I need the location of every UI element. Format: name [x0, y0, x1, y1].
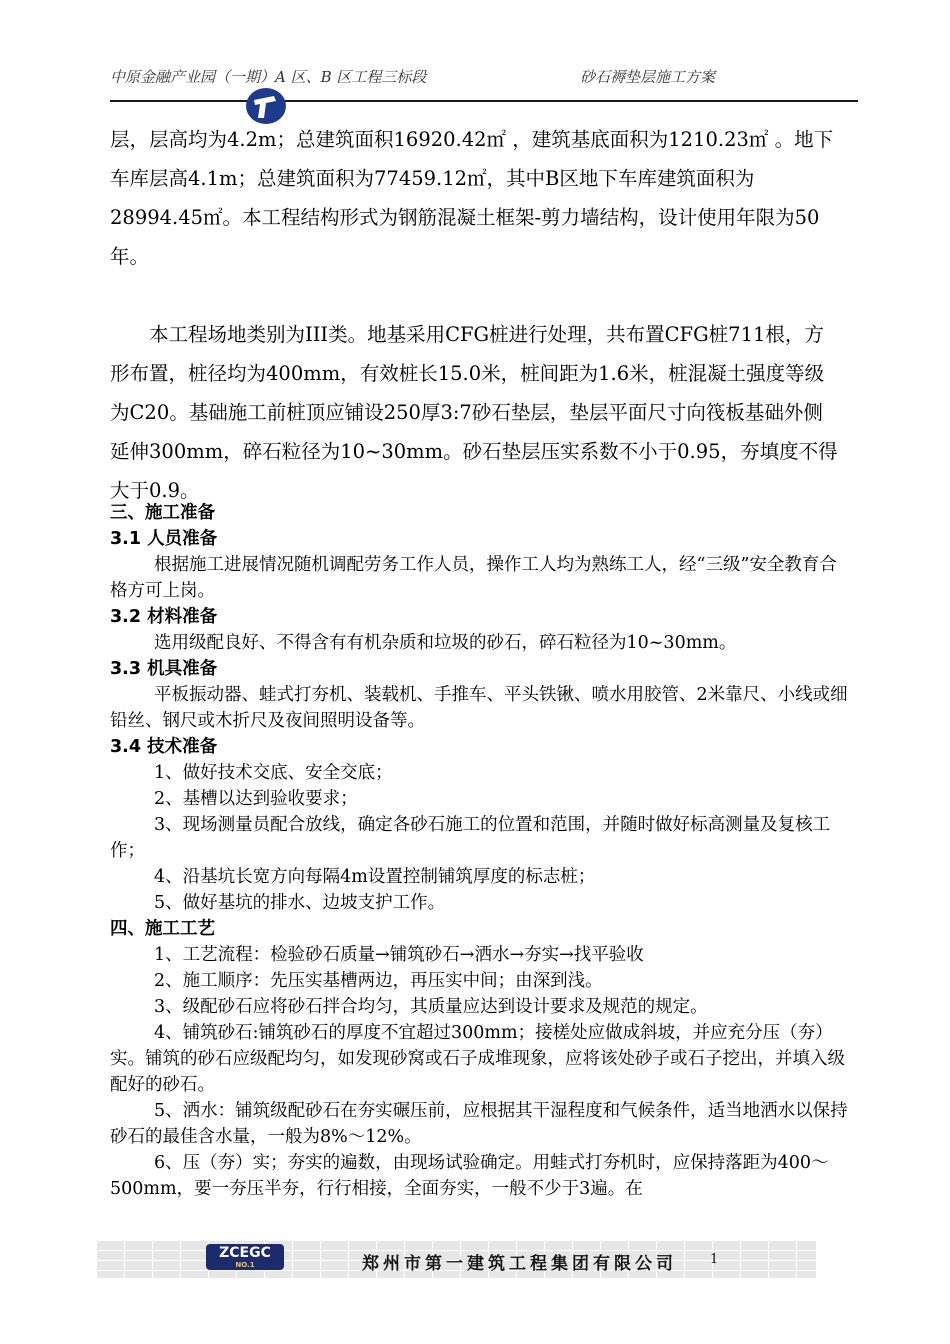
- footer-logo-sub: NO.1: [235, 1261, 255, 1269]
- s31-body: 根据施工进展情况随机调配劳务工作人员，操作工人均为熟练工人，经“三级”安全教育合格方可上岗。: [110, 555, 837, 601]
- page-footer: [96, 1240, 816, 1278]
- s4-item: 6、压（夯）实；夯实的遍数，由现场试验确定。用蛙式打夯机时，应保持落距为400～500mm，要一夯压半夯，行行相接，全面夯实，一般不少于3遍。在: [110, 1153, 829, 1199]
- s34-item: 3、现场测量员配合放线，确定各砂石施工的位置和范围，并随时做好标高测量及复核工作；: [110, 815, 831, 861]
- s33-body: 平板振动器、蛙式打夯机、装载机、手推车、平头铁锹、喷水用胶管、2米靠尺、小线或细铅丝、钢尺或木折尺及夜间照明设备等。: [110, 685, 848, 731]
- section-construction-preparation: [110, 500, 850, 1202]
- page-header: [110, 62, 858, 102]
- footer-logo-text: ZCEGC: [219, 1245, 271, 1261]
- section4-title: 四、施工工艺: [110, 919, 215, 939]
- intro-paragraph-2: 本工程场地类别为III类。地基采用CFG桩进行处理，共布置CFG桩711根，方形布置，桩径均为400mm，有效桩长15.0米，桩间距为1.6米，桩混凝土强度等级为C20。基础施工前桩顶应铺设250厚3:7砂石垫层，垫层平面尺寸向筏板基础外侧延伸300mm，碎石粒径为10~30mm。砂石垫层压实系数不小于0.95，夯填度不得大于0.9。: [110, 323, 838, 502]
- intro-paragraph-1: 层，层高均为4.2m；总建筑面积16920.42㎡ ，建筑基底面积为1210.23㎡ 。地下车库层高4.1m；总建筑面积为77459.12㎡，其中B区地下车库建筑面积为28994.45㎡。本工程结构形式为钢筋混凝土框架-剪力墙结构，设计使用年限为50年。: [110, 128, 834, 268]
- header-doc-title: 砂石褥垫层施工方案: [580, 68, 716, 86]
- s34-item: 5、做好基坑的排水、边坡支护工作。: [154, 893, 446, 913]
- footer-company-name: 郑州市第一建筑工程集团有限公司: [362, 1254, 677, 1274]
- header-rule: [110, 100, 858, 102]
- footer-logo: [206, 1244, 284, 1270]
- s33-title: 3.3 机具准备: [110, 659, 218, 679]
- intro-text: [110, 120, 838, 510]
- s34-item: 1、做好技术交底、安全交底；: [154, 763, 393, 783]
- section3-title: 三、施工准备: [110, 503, 215, 523]
- s34-item: 2、基槽以达到验收要求；: [154, 789, 358, 809]
- s4-item: 5、洒水：铺筑级配砂石在夯实碾压前，应根据其干湿程度和气候条件，适当地洒水以保持砂石的最佳含水量，一般为8%～12%。: [110, 1101, 848, 1147]
- s4-item: 4、铺筑砂石:铺筑砂石的厚度不宜超过300mm；接槎处应做成斜坡，并应充分压（夯）实。铺筑的砂石应级配均匀，如发现砂窝或石子成堆现象，应将该处砂子或石子挖出，并填入级配好的砂石。: [110, 1023, 845, 1095]
- s32-title: 3.2 材料准备: [110, 607, 218, 627]
- s34-item: 4、沿基坑长宽方向每隔4m设置控制铺筑厚度的标志桩；: [154, 867, 596, 887]
- s4-item: 3、级配砂石应将砂石拌合均匀，其质量应达到设计要求及规范的规定。: [154, 997, 708, 1017]
- s31-title: 3.1 人员准备: [110, 529, 218, 549]
- s4-item: 2、施工顺序：先压实基槽两边，再压实中间；由深到浅。: [154, 971, 603, 991]
- s32-body: 选用级配良好、不得含有有机杂质和垃圾的砂石，碎石粒径为10~30mm。: [154, 633, 737, 653]
- s34-title: 3.4 技术准备: [110, 737, 218, 757]
- page-number: 1: [710, 1252, 719, 1267]
- header-project-name: 中原金融产业园（一期）A 区、B 区工程三标段: [110, 68, 427, 86]
- s4-item: 1、工艺流程：检验砂石质量→铺筑砂石→洒水→夯实→找平验收: [154, 945, 644, 965]
